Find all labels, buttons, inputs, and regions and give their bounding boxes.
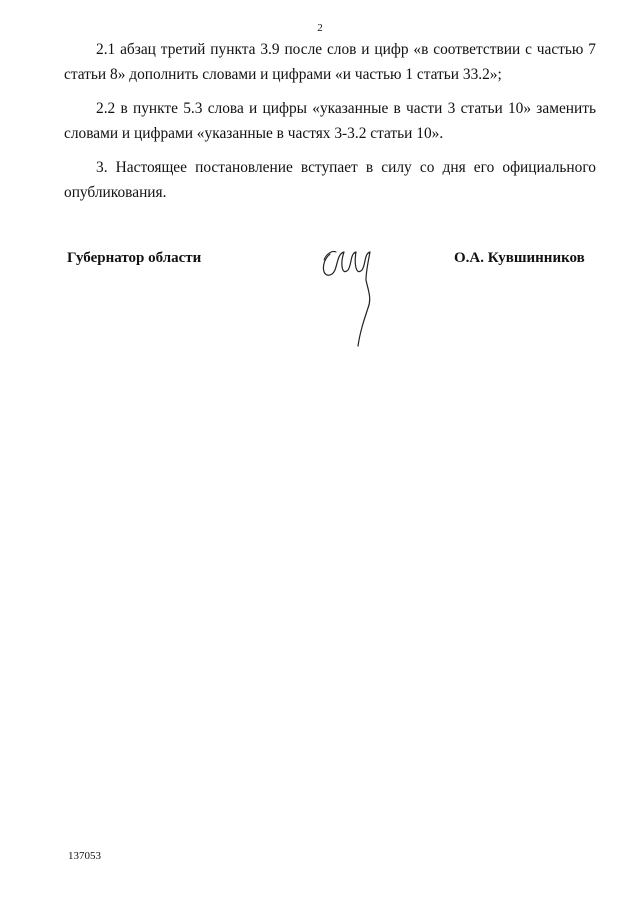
page-number: 2: [317, 22, 323, 34]
paragraph-3: 3. Настоящее постановление вступает в силу со дня его официального опубликования.: [64, 159, 596, 201]
document-code: 137053: [68, 850, 101, 862]
document-body: [64, 38, 596, 215]
signatory-name: О.А. Кувшинников: [454, 250, 585, 266]
handwritten-signature: [316, 240, 388, 348]
paragraph-2-2: 2.2 в пункте 5.3 слова и цифры «указанные в части 3 статьи 10» заменить словами и цифрами «указанные в частях 3-3.2 статьи 10».: [64, 100, 596, 142]
signatory-title: Губернатор области: [67, 250, 202, 266]
paragraph-2-1: 2.1 абзац третий пункта 3.9 после слов и цифр «в соответствии с частью 7 статьи 8» дополнить словами и цифрами «и частью 1 статьи 33.2»;: [64, 41, 596, 83]
